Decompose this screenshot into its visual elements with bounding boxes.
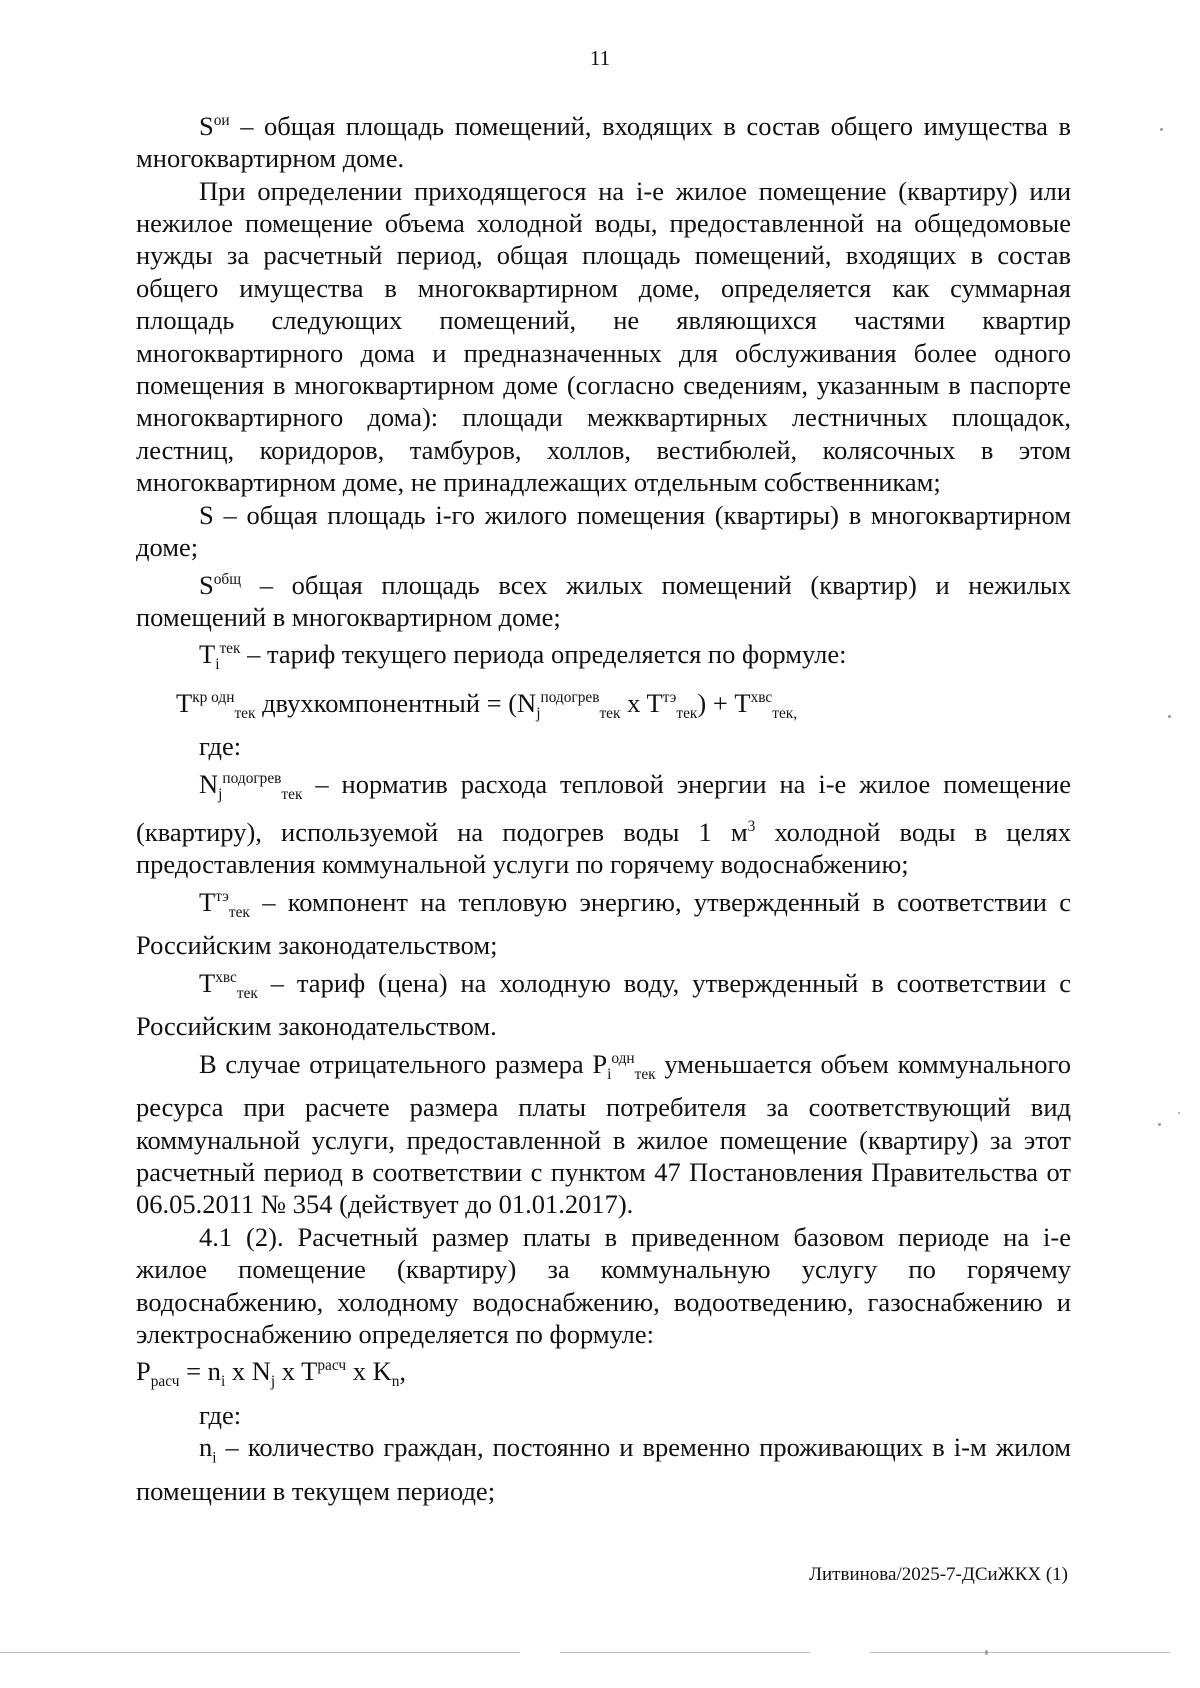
formula-superscript: тэ <box>662 688 677 706</box>
formula-subscript: j <box>270 1373 276 1391</box>
scan-edge-line <box>0 1652 520 1653</box>
paragraph-n-podogrev <box>136 763 1071 881</box>
subscript: тек <box>634 1065 656 1083</box>
superscript: тек <box>219 640 241 658</box>
paragraph-n-i <box>136 1431 1071 1507</box>
paragraph-t-tek <box>136 633 1071 682</box>
paragraph-text: – тариф текущего периода определяется по формуле: <box>240 638 847 669</box>
formula-part: x K <box>346 1356 392 1387</box>
scan-speck <box>985 1650 988 1655</box>
formula-superscript: расч <box>317 1357 347 1375</box>
paragraph-text: – общая площадь всех жилых помещений (квартир) и нежилых помещений в многоквартирном доме; <box>136 569 1071 632</box>
symbol: S <box>199 569 214 600</box>
superscript: одн <box>611 1049 635 1067</box>
where-label: где: <box>199 731 242 762</box>
subscript: тек <box>236 984 258 1002</box>
symbol: T <box>199 967 216 998</box>
formula-part: , <box>399 1356 407 1387</box>
subscript: i <box>607 1065 612 1083</box>
paragraph-text: уменьшается объем коммунального ресурса при расчете размера платы потребителя за соответствующий вид коммунальной услуги, предоставленной в жилое помещение (квартиру) за этот расчетный период в соответствии с пунктом 47 Постановления Правительства от 06.05.2011 № 354 (действует до 01.01.2017). <box>136 1048 1072 1220</box>
formula-subscript: расч <box>150 1373 180 1391</box>
subscript: i <box>212 1449 217 1467</box>
superscript: подогрев <box>222 769 282 787</box>
paragraph-text: холодной воды в целях предоставления коммунальной услуги по горячему водоснабжению; <box>136 816 1071 880</box>
symbol: S <box>199 110 214 141</box>
subscript: i <box>215 656 220 674</box>
paragraph-negative-p <box>136 1043 1071 1221</box>
page-number: 11 <box>589 46 611 70</box>
formula-part: двухкомпонентный = (N <box>255 687 537 718</box>
formula-subscript: i <box>220 1373 226 1391</box>
superscript: хвс <box>215 968 237 986</box>
paragraph-t-te <box>136 881 1071 962</box>
formula-part: x T <box>275 1356 318 1387</box>
where-label: где: <box>199 1399 242 1430</box>
formula-superscript: кр одн <box>192 688 235 706</box>
paragraph-common-area: При определении приходящегося на i-е жилое помещение (квартиру) или нежилое помещение объема холодной воды, предоставленной на общедомовые нужды за расчетный период, общая площадь помещений, входящих в состав общего имущества в многоквартирном доме, определяется как суммарная площадь следующих помещений, не являющихся частями квартир многоквартирного дома и предназначенных для обслуживания более одного помещения в многоквартирном доме (согласно сведениям, указанным в паспорте многоквартирного дома): площади межквартирных лестничных площадок, лестниц, коридоров, тамбуров, холлов, вестибюлей, колясочных в этом многоквартирном доме, не принадлежащих отдельным собственникам; <box>136 175 1071 498</box>
scan-speck <box>1160 128 1163 131</box>
formula-superscript: хвс <box>750 688 773 706</box>
formula-subscript: тек <box>599 704 621 722</box>
paragraph-s-oi <box>136 105 1071 175</box>
paragraph-text: – общая площадь помещений, входящих в состав общего имущества в многоквартирном доме. <box>136 110 1071 174</box>
superscript: ои <box>213 112 230 129</box>
subscript: j <box>218 785 223 803</box>
formula-subscript: j <box>536 704 541 722</box>
paragraph-4-1-2: 4.1 (2). Расчетный размер платы в приведенном базовом периоде на i-е жилое помещение (квартиру) за коммунальную услугу по горячему водоснабжению, холодному водоснабжению, водоотведению, газоснабжению и электроснабжению определяется по формуле: <box>136 1221 1071 1350</box>
paragraph-text: – тариф (цена) на холодную воду, утвержденный в соответствии с Российским законодательством. <box>136 967 1071 1042</box>
formula-part: T <box>176 687 193 718</box>
scan-edge-line <box>560 1652 810 1653</box>
paragraph-text: – норматив расхода тепловой энергии на i-е жилое помещение (квартиру), используемой на подогрев воды 1 м <box>136 768 1071 847</box>
paragraph-t-hvs <box>136 962 1071 1043</box>
paragraph-text: – количество граждан, постоянно и временно проживающих в i-м жилом помещении в текущем периоде; <box>136 1432 1071 1507</box>
formula-part: = n <box>179 1356 221 1387</box>
footer-document-id: Литвинова/2025-7-ДСиЖКХ (1) <box>809 1564 1068 1585</box>
formula-superscript: подогрев <box>540 688 600 706</box>
scan-speck <box>1168 715 1171 718</box>
scan-speck <box>1178 1112 1180 1114</box>
superscript: 3 <box>747 818 756 836</box>
formula-subscript: тек <box>234 704 256 722</box>
scan-edge-line <box>870 1652 1170 1653</box>
document-body <box>136 105 1071 1508</box>
symbol: T <box>199 638 216 669</box>
superscript: общ <box>213 570 242 588</box>
scan-speck <box>1158 1123 1161 1126</box>
formula-subscript: тек <box>676 704 698 722</box>
formula-subscript: n <box>391 1373 400 1391</box>
subscript: тек <box>281 785 303 803</box>
paragraph-s-obshch <box>136 564 1071 634</box>
subscript: тек <box>228 903 250 921</box>
superscript: тэ <box>215 887 229 905</box>
symbol: T <box>199 886 216 917</box>
paragraph-s: S – общая площадь i-го жилого помещения (квартиры) в многоквартирном доме; <box>136 499 1071 563</box>
formula-subscript: тек, <box>772 704 798 722</box>
paragraph-text: В случае отрицательного размера P <box>199 1048 608 1079</box>
paragraph-text: – компонент на тепловую энергию, утвержденный в соответствии с Российским законодательством; <box>136 886 1071 961</box>
formula-part: P <box>136 1356 151 1387</box>
formula-part: x N <box>225 1356 271 1387</box>
formula-part: x T <box>620 687 663 718</box>
formula-part: ) + T <box>697 687 751 718</box>
formula-p-rasch <box>136 1350 1071 1399</box>
formula-two-component-tariff <box>136 682 1071 731</box>
symbol: n <box>199 1432 213 1463</box>
symbol: N <box>199 768 219 799</box>
